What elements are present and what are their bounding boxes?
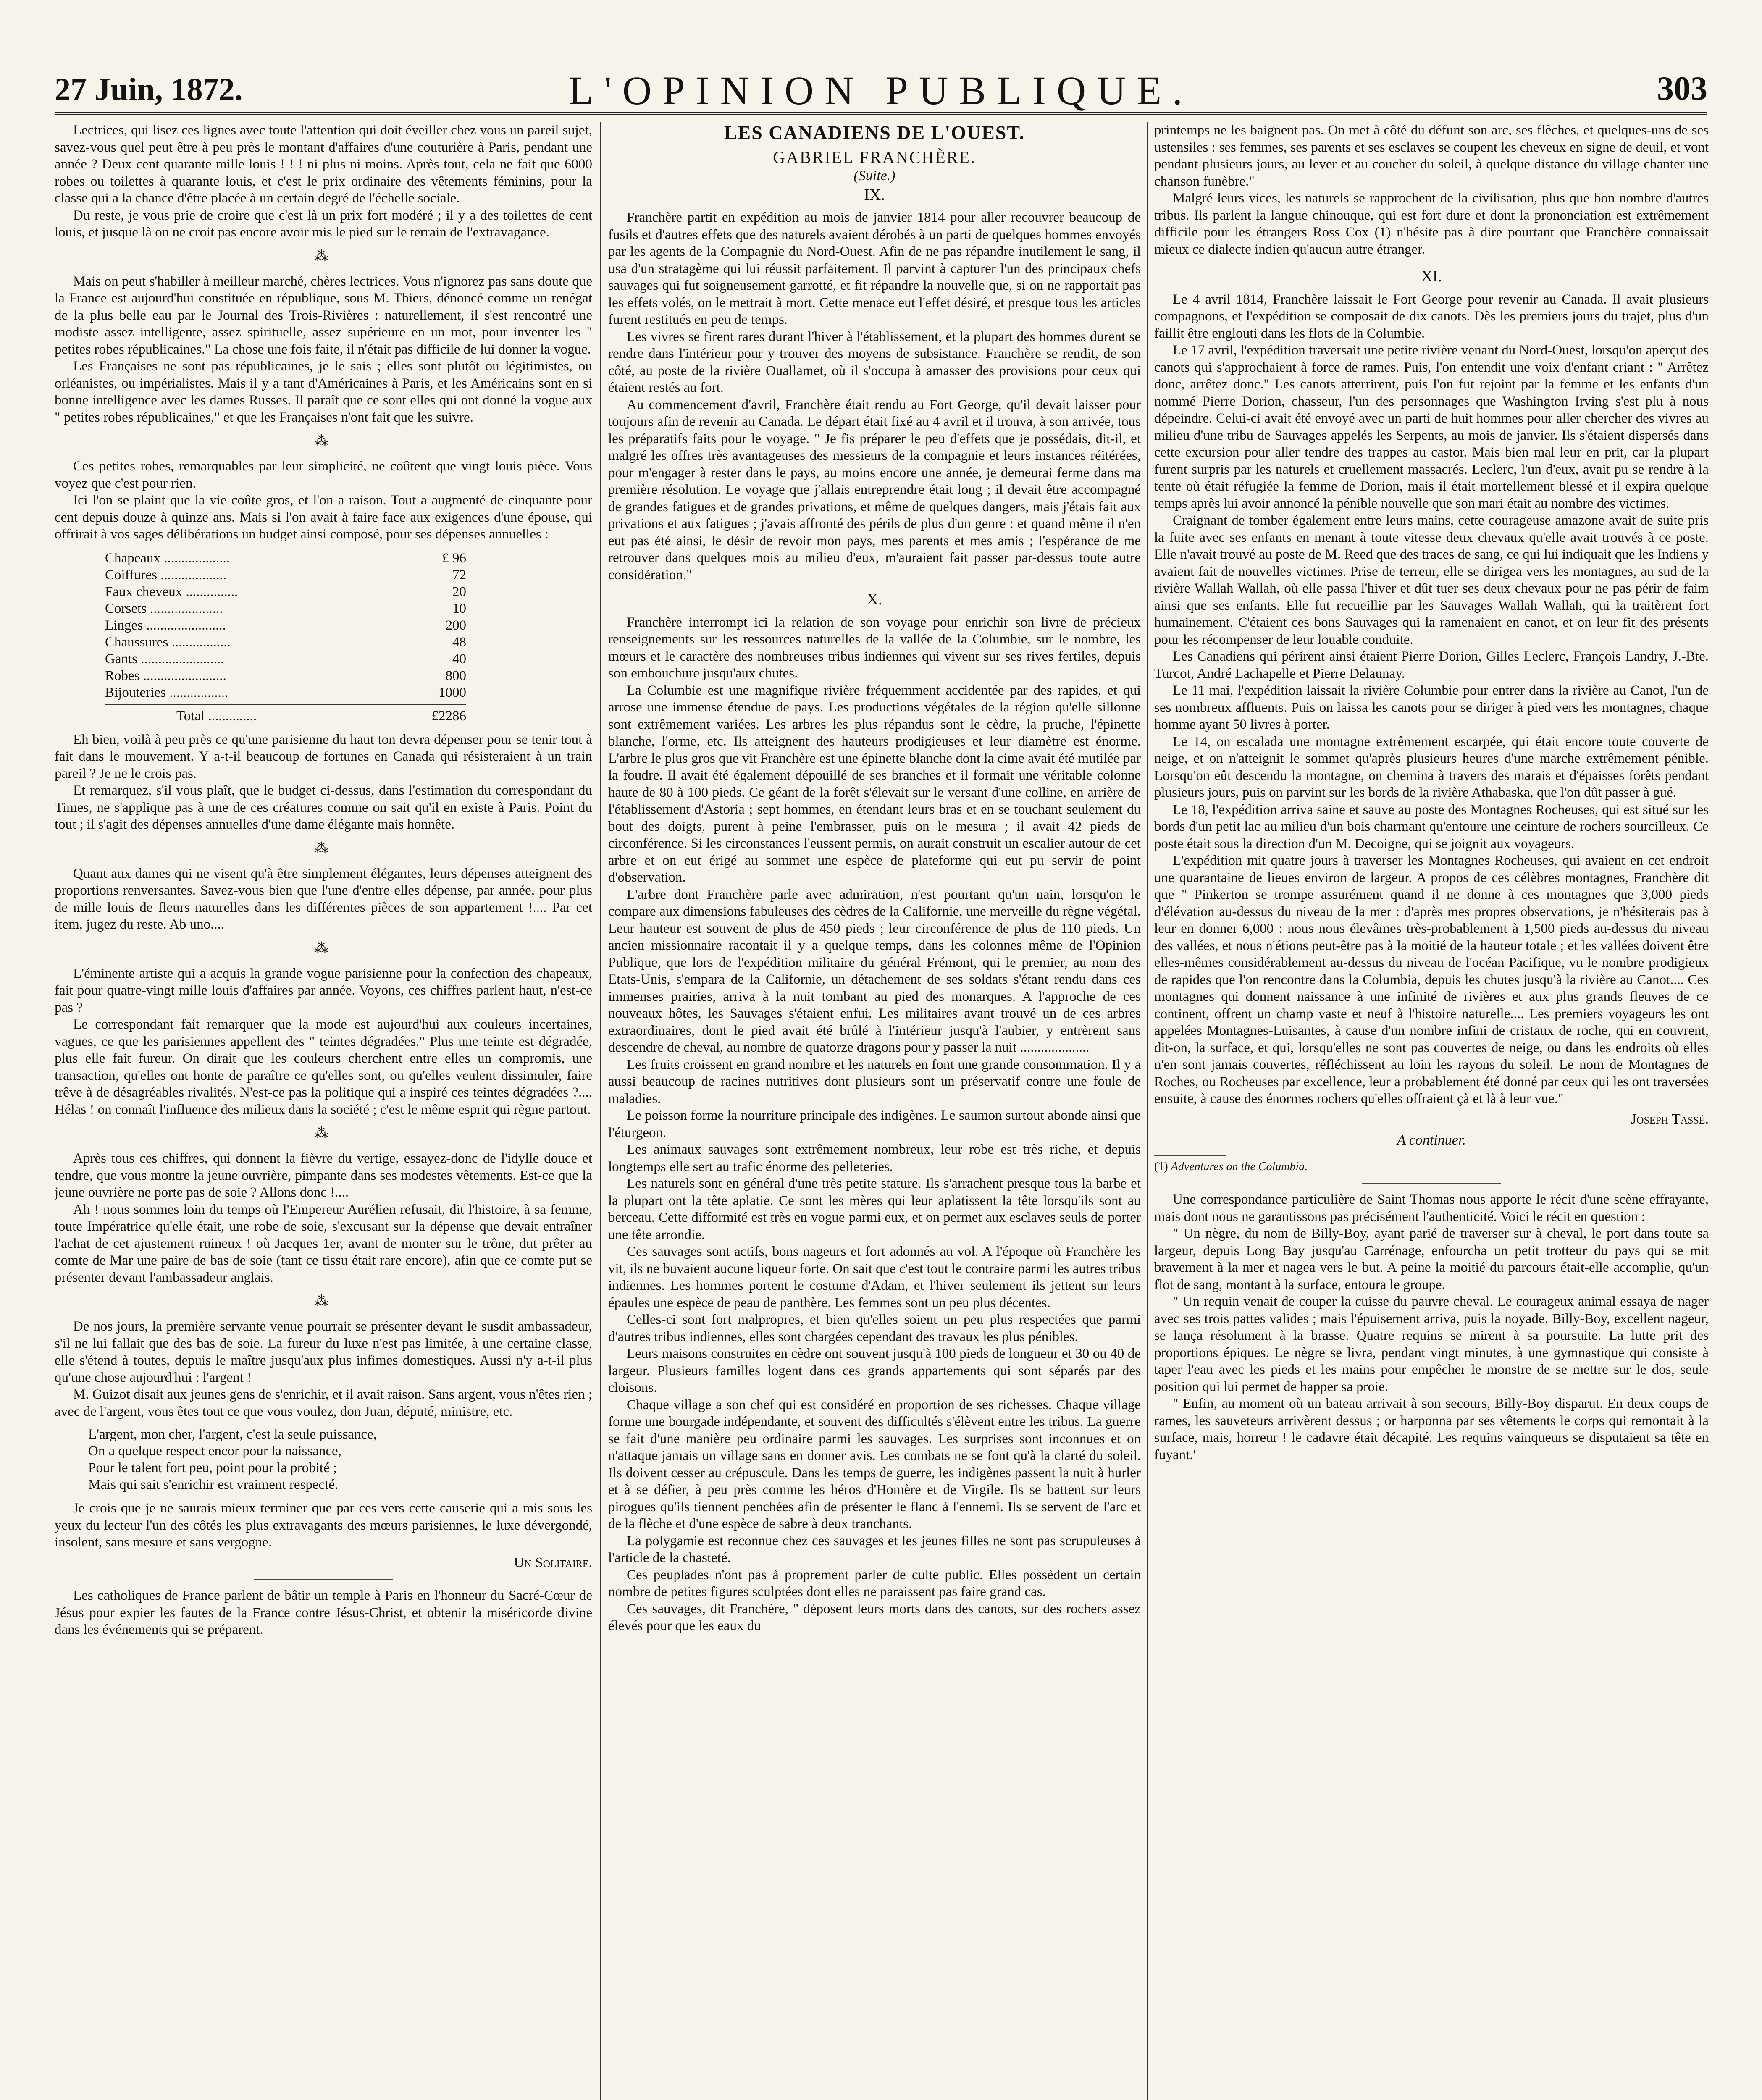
section-heading: X.: [867, 591, 882, 608]
budget-item: Chapeaux: [105, 550, 160, 566]
masthead-rule: [55, 112, 1707, 117]
budget-item: Linges: [105, 617, 143, 633]
budget-row: Chaussures ................. 48: [105, 634, 466, 650]
budget-row: Gants ........................ 40: [105, 651, 466, 667]
paragraph: Ces peuplades n'ont pas à proprement parler de culte public. Elles possèdent un certain nombre de petites figures sculptées dont elles ne paraissent pas faire grand cas.: [608, 1567, 1141, 1599]
article-subtitle: GABRIEL FRANCHÈRE.: [773, 147, 976, 167]
budget-row: Linges ....................... 200: [105, 617, 466, 633]
paragraph: Les naturels sont en général d'une très petite stature. Ils s'arrachent presque tous la barbe et la plupart ont la tête aplatie. Ce sont les mères qui leur aplatissent la tête lorsqu'ils sont au berceau. Cette difformité est très en vogue parmi eux, et on permet aux esclaves seuls de porter une tête arrondie.: [608, 1176, 1141, 1242]
footnote-number: (1): [1154, 1160, 1168, 1173]
paragraph: " Enfin, au moment où un bateau arrivait à son secours, Billy-Boy disparut. En deux coups de rames, les sauveteurs arrivèrent dessus ; or harponna par ses vêtements le corps qui remontait à la surface, mais, horreur ! le cadavre était décapité. Les requins vainqueurs se disputaient sa tête en fuyant.': [1154, 1396, 1709, 1462]
budget-row: Faux cheveux ............... 20: [105, 584, 466, 599]
paragraph: printemps ne les baignent pas. On met à côté du défunt son arc, ses flèches, et quelques-uns de ses ustensiles : ses femmes, ses parents et ses esclaves se coupent les cheveux en signe de deuil, et vont pendant plusieurs jours, au lever et au coucher du soleil, à quelque distance du village chanter une chanson funèbre.": [1154, 123, 1709, 189]
paragraph: Le 4 avril 1814, Franchère laissait le Fort George pour revenir au Canada. Il avait plusieurs compagnons, et l'expédition se composait de dix canots. Dès les premiers jours du trajet, plus d'un faillit être englouti dans les flots de la Columbie.: [1154, 291, 1709, 341]
paragraph: Eh bien, voilà à peu près ce qu'une parisienne du haut ton devra dépenser pour se tenir tout à fait dans le mouvement. Y a-t-il beaucoup de fortunes en Canada qui résisteraient à un train pareil ? Je ne le crois pas.: [55, 732, 592, 781]
budget-value: 200: [445, 617, 466, 633]
budget-row: Robes ........................ 800: [105, 668, 466, 683]
paragraph: L'expédition mit quatre jours à traverser les Montagnes Rocheuses, qui avaient en cet endroit une quarantaine de lieues environ de largeur. A propos de ces célèbres montagnes, Franchère dit que " Pinkerton se trompe assurément quand il ne donne à ces montagnes que 3,000 pieds d'élévation au-dessus du niveau de la mer : d'après mes propres observations, je n'hésiterais pas à leur en donner 6,000 : nous nous élevâmes très-probablement à 1,500 pieds au-dessus du niveau des vallées, et nous n'étions peut-être pas à la moitié de la hauteur totale ; et les vallées doivent être elles-mêmes considérablement au-dessus du niveau de l'océan Pacifique, vu le nombre prodigieux de rapides que l'on rencontre dans la Columbia, depuis les chutes jusqu'à la rivière au Canot.... Ces montagnes qui donnent naissance à une infinité de rivières et aux plus grands fleuves de ce continent, offrent un champ vaste et neuf à l'histoire naturelle.... Les premiers voyageurs les ont appelées Montagnes-Luisantes, à cause d'un nombre infini de cristaux de roche, qui en couvrent, dit-on, la surface, et qui, lorsqu'elles ne sont pas couvertes de neige, ou dans les endroits où elles n'en sont jamais couvertes, réfléchissent au loin les rayons du soleil. Le nom de Montagnes de Roches, ou Rocheuses par excellence, leur a probablement été donné par ceux qui les ont traversées ensuite, à cause des énormes rochers qu'elles offraient çà et là à leur vue.": [1154, 853, 1709, 1106]
paragraph: Craignant de tomber également entre leurs mains, cette courageuse amazone avait de suite pris la fuite avec ses enfants en menant à toute vitesse deux chevaux qu'elle avait trouvés à ce poste. Elle n'avait trouvé au poste de M. Reed que des traces de sang, ce qui lui indiquait que les Indiens y avaient fait de nouvelles victimes. Prise de terreur, elle se dirigea vers les montagnes, au sud de la rivière Wallah Wallah, où elle passa l'hiver et dût tuer ses deux chevaux pour ne pas périr de faim ainsi que ses enfants. Elle fut recueillie par les Sauvages Wallah Wallah, qui la traitèrent fort humainement. C'étaient ces bons Sauvages qui la ramenaient en canot, et on leur fit des présents pour les récompenser de leur louable conduite.: [1154, 513, 1709, 647]
paragraph: Franchère interrompt ici la relation de son voyage pour enrichir son livre de précieux renseignements sur les ressources naturelles de la vallée de la Columbie, sur le nombre, les mœurs et le caractère des nombreuses tribus indiennes qui vivent sur ses rives fertiles, depuis son embouchure jusqu'aux chutes.: [608, 614, 1141, 681]
paragraph: Les catholiques de France parlent de bâtir un temple à Paris en l'honneur du Sacré-Cœur de Jésus pour expier les fautes de la France contre Jésus-Christ, et obtenir la miséricorde divine dans les événements qui se préparent.: [55, 1588, 592, 1637]
budget-total-value: £2286: [431, 708, 466, 724]
asterism-divider: ⁂: [314, 1294, 333, 1309]
budget-item: Chaussures: [105, 634, 168, 650]
verse-line: On a quelque respect encor pour la naissance,: [88, 1444, 341, 1459]
paragraph: Ces petites robes, remarquables par leur simplicité, ne coûtent que vingt louis pièce. Vous voyez que c'est pour rien.: [55, 459, 592, 491]
budget-item: Bijouteries: [105, 685, 166, 700]
budget-value: 800: [445, 668, 466, 683]
section-rule: [254, 1579, 393, 1580]
verse-line: L'argent, mon cher, l'argent, c'est la seule puissance,: [88, 1427, 377, 1442]
budget-value: 20: [452, 584, 466, 599]
author-signature: Un Solitaire.: [514, 1554, 592, 1570]
paragraph: " Un requin venait de couper la cuisse du pauvre cheval. Le courageux animal essaya de nager avec ses trois pattes valides ; mais l'épuisement arriva, puis la noyade. Billy-Boy, excellent nageur, se lança résolument à la brasse. Quatre requins se mirent à sa poursuite. La lutte prit des proportions épiques. Le nègre se livra, pendant vingt minutes, à une gymnastique qui consiste à taper l'eau avec les pieds et les mains pour empêcher le monstre de se mettre sur le dos, seule position qui lui permet de happer sa proie.: [1154, 1294, 1709, 1394]
paragraph: Les fruits croissent en grand nombre et les naturels en font une grande consommation. Il y a aussi beaucoup de racines nutritives dont plusieurs sont un préservatif contre une foule de maladies.: [608, 1057, 1141, 1106]
paragraph: Le 14, on escalada une montagne extrêmement escarpée, qui était encore toute couverte de neige, et on n'atteignit le sommet qu'après plusieurs heures d'une marche extrêmement pénible. Lorsqu'on eût descendu la montagne, on chemina à travers des marais et d'épaisses forêts pendant plusieurs jours, puis on parvint sur les bords de la rivière Athabaska, que l'on dût passer à gué.: [1154, 734, 1709, 800]
asterism-divider: ⁂: [314, 433, 333, 449]
budget-total-label: Total: [176, 708, 205, 724]
paragraph: Ces sauvages, dit Franchère, " déposent leurs morts dans des canots, sur des rochers assez élevés pour que les eaux du: [608, 1601, 1141, 1633]
budget-row: Coiffures ................... 72: [105, 567, 466, 583]
paragraph: L'éminente artiste qui a acquis la grande vogue parisienne pour la confection des chapeaux, fait pour quatre-vingt mille louis d'affaires par année. Voyons, ces chiffres parlent haut, n'est-ce pas ?: [55, 966, 592, 1015]
budget-item: Gants: [105, 651, 137, 667]
paragraph: Après tous ces chiffres, qui donnent la fièvre du vertige, essayez-donc de l'idylle douce et tendre, que vous montre la jeune ouvrière, pimpante dans ses modestes vêtements. Est-ce que la jeune ouvrière ne porte pas de soie ? Allons donc !....: [55, 1151, 592, 1200]
paragraph: " Un nègre, du nom de Billy-Boy, ayant parié de traverser sur à cheval, le port dans toute sa largeur, depuis Long Bay jusqu'au Carrénage, enfourcha un petit trotteur du pays qui se mit bravement à la mer et nagea vers le but. A peine la moitié du parcours était-elle accomplie, qu'un flot de sang, montant à la surface, entoura le groupe.: [1154, 1226, 1709, 1292]
budget-row: Bijouteries ................. 1000: [105, 685, 466, 700]
page-number: 303: [1657, 70, 1707, 107]
budget-item: Corsets: [105, 601, 147, 616]
paragraph: Le 18, l'expédition arriva saine et sauve au poste des Montagnes Rocheuses, qui est situé sur les bords d'un petit lac au milieu d'un bois charmant qu'entoure une ceinture de rochers sourcilleux. Ce poste était sous la direction d'un M. Decoigne, qui se joignit aux voyageurs.: [1154, 802, 1709, 851]
paragraph: Les Françaises ne sont pas républicaines, je le sais ; elles sont plutôt ou légitimistes, ou orléanistes, ou impérialistes. Mais il y a tant d'Américaines à Paris, et les Américains sont en si bonne intelligence avec les dames Russes. Il paraît que ce sont elles qui ont donné la vogue aux " petites robes républicaines," et que les Françaises n'ont fait que les suivre.: [55, 359, 592, 425]
column-canadiens-ouest: [608, 122, 1141, 2100]
budget-value: 40: [452, 651, 466, 667]
verse-line: Pour le talent fort peu, point pour la probité ;: [88, 1460, 337, 1475]
paragraph: Du reste, je vous prie de croire que c'est là un prix fort modéré ; il y a des toilettes de cent louis, et jusque là on ne croit pas encore avoir mis le pied sur le terrain de l'extravagance.: [55, 207, 592, 240]
paragraph: Le correspondant fait remarquer que la mode est aujourd'hui aux couleurs incertaines, vagues, ce que les parisiennes appellent des " teintes dégradées." Plus une teinte est dégradée, plus elle fait fureur. On dirait que les couleurs cherchent entre elles un compromis, une transaction, qu'elles ont honte de paraître ce qu'elles sont, ou qu'elles veulent dissimuler, faire trêve à de désagréables rivalités. N'est-ce pas la politique qui a inspiré ces teintes dégradées ?.... Hélas ! on connaît l'influence des milieux dans la société ; c'est le même esprit qui règne partout.: [55, 1017, 592, 1117]
author-signature: Joseph Tassé.: [1631, 1111, 1709, 1127]
budget-value: 1000: [439, 685, 466, 700]
paragraph: Le 11 mai, l'expédition laissait la rivière Columbie pour entrer dans la rivière au Canot, l'un de ses nombreux affluents. Puis on laissa les canots pour se diriger à pied vers les montagnes, chaque homme ayant 50 livres à porter.: [1154, 683, 1709, 732]
masthead-title: L'OPINION PUBLIQUE.: [568, 68, 1194, 113]
budget-value: 96: [452, 550, 466, 566]
asterism-divider: ⁂: [314, 840, 333, 856]
paragraph: Et remarquez, s'il vous plaît, que le budget ci-dessus, dans l'estimation du correspondant du Times, ne s'applique pas à une de ces créatures comme on sait qu'il en existe à Paris. Point du tout ; il s'agit des dépenses annuelles d'une dame élégante mais honnête.: [55, 783, 592, 832]
paragraph: La polygamie est reconnue chez ces sauvages et les jeunes filles ne sont pas scrupuleuses à l'article de la chasteté.: [608, 1533, 1141, 1565]
paragraph: Celles-ci sont fort malpropres, et bien qu'elles soient un peu plus respectées que parmi d'autres tribus indiennes, elles sont chargées cependant des travaux les plus pénibles.: [608, 1312, 1141, 1344]
budget-value: 72: [452, 567, 466, 583]
paragraph: La Columbie est une magnifique rivière fréquemment accidentée par des rapides, et qui arrose une immense étendue de pays. Les productions végétales de la région qu'elle sillonne sont extrêmement variées. Les arbres les plus répandus sont le cèdre, la pruche, l'épinette blanche, l'orme, etc. Ils atteignent des hauteurs prodigieuses et leur diamètre est énorme. L'arbre le plus gros que vit Franchère est une épinette blanche dont la cime avait été mutilée par la foudre. Il avait été également dépouillé de ses branches et il formait une véritable colonne haute de 80 à 100 pieds. Ce géant de la forêt s'élevait sur le versant d'une colline, en arrière de l'établissement d'Astoria ; sept hommes, en étendant leurs bras et en se touchant seulement du bout des doigts, purent à peine l'embrasser, puis on le mesura ; il avait 42 pieds de circonférence. Si les circonstances l'eussent permis, on aurait construit un escalier autour de cet arbre et on eut érigé au sommet une espèce de plateforme qui eut pu servir de point d'observation.: [608, 682, 1141, 885]
article-suite-note: (Suite.): [853, 168, 895, 184]
paragraph: Chaque village a son chef qui est considéré en proportion de ses richesses. Chaque village forme une bourgade indépendante, et souvent des difficultés s'élèvent entre les tribus. La guerre se fait d'une manière peu ordinaire parmi les sauvages. Les surprises sont inconnues et on n'attaque jamais un village sans en donner avis. Les combats ne se font qu'à la clarté du soleil. Ils doivent cesser au crépuscule. Dans les temps de guerre, les indigènes passent la nuit à hurler et à se défier, à peu près comme les héros d'Homère et de Virgile. Ils se battent sur leurs pirogues qu'ils tiennent penchées afin de présenter le flanc à l'ennemi. Ils se servent de l'arc et de la flèche et d'une espèce de sabre à deux tranchants.: [608, 1397, 1141, 1531]
section-rule: [1362, 1183, 1501, 1184]
budget-value: 10: [452, 601, 466, 616]
to-be-continued: A continuer.: [1397, 1132, 1466, 1148]
paragraph: Le poisson forme la nourriture principale des indigènes. Le saumon surtout abonde ainsi que l'éturgeon.: [608, 1108, 1141, 1140]
budget-item: Coiffures: [105, 567, 158, 583]
column-chronique: [55, 122, 592, 2100]
footnote: [1154, 1158, 1709, 1176]
footnote-rule: [1154, 1155, 1226, 1156]
paragraph: Lectrices, qui lisez ces lignes avec toute l'attention qui doit éveiller chez vous un pareil sujet, savez-vous quel peut être à peu près le montant d'affaires d'une couturière à Paris, pendant une année ? Deux cent quarante mille louis ! ! ! ni plus ni moins. Après tout, cela ne fait que 6000 robes ou toilettes à quarante louis, et c'est le prix ordinaire des vêtements féminins, pour la classe qui a la chance d'être placée à un certain degré de l'échelle sociale.: [55, 123, 592, 206]
budget-item: Robes: [105, 668, 140, 683]
budget-total-row: Total .............. £2286: [105, 704, 466, 724]
paragraph: Leurs maisons construites en cèdre ont souvent jusqu'à 100 pieds de longueur et 30 ou 40 de largeur. Plusieurs familles logent dans ces grands appartements qui sont séparés par des cloisons.: [608, 1346, 1141, 1395]
paragraph: De nos jours, la première servante venue pourrait se présenter devant le susdit ambassadeur, s'il ne lui fallait que des bas de soie. La fureur du luxe n'est pas limitée, à une certaine classe, elle s'étend à toutes, depuis le maître jusqu'aux plus infimes domestiques. Aussi n'y a-t-il plus qu'une chose aujourd'hui : l'argent !: [55, 1319, 592, 1385]
paragraph: Je crois que je ne saurais mieux terminer que par ces vers cette causerie qui a mis sous les yeux du lecteur l'un des côtés les plus extravagants des mœurs parisiennes, le luxe dévergondé, insolent, sans mesure et sans vergogne.: [55, 1501, 592, 1550]
paragraph: Franchère partit en expédition au mois de janvier 1814 pour aller recouvrer beaucoup de fusils et d'autres effets que des naturels avaient dérobés à un parti de quelques hommes envoyés par les agents de la Compagnie du Nord-Ouest. Afin de ne pas répandre inutilement le sang, il usa d'un stratagème qui lui réussit parfaitement. Il parvint à capturer l'un des principaux chefs sauvages qui fut soigneusement garrotté, et fit répandre la nouvelle que, si on ne rapportait pas les effets volés, on le mettrait à mort. Cette menace eut l'effet désiré, et presque tous les articles furent restitués en peu de temps.: [608, 210, 1141, 327]
budget-table: [105, 550, 466, 724]
paragraph: Les vivres se firent rares durant l'hiver à l'établissement, et la plupart des hommes durent se rendre dans l'intérieur pour y trouver des moyens de subsistance. Franchère se rendit, de son côté, au poste de la rivière Ouallamet, où il s'occupa à amasser des provisions pour ceux qui étaient restés au fort.: [608, 329, 1141, 395]
masthead-date: 27 Juin, 1872.: [55, 72, 243, 107]
column-divider: [600, 122, 601, 2100]
paragraph: Ah ! nous sommes loin du temps où l'Empereur Aurélien refusait, dit l'histoire, à sa femme, toute Impératrice qu'elle était, une robe de soie, s'excusant sur la dépense que devait entraîner l'achat de cet ajustement ruineux ! où Jacques 1er, avant de monter sur le trône, dut prêter au comte de Mar une paire de bas de soie (tant ce tissu était rare encore), afin que ce comte put se présenter devant l'ambassadeur anglais.: [55, 1202, 592, 1285]
paragraph: Les Canadiens qui périrent ainsi étaient Pierre Dorion, Gilles Leclerc, François Landry, J.-Bte. Turcot, André Lachapelle et Pierre Delaunay.: [1154, 649, 1709, 681]
asterism-divider: ⁂: [314, 940, 333, 956]
asterism-divider: ⁂: [314, 248, 333, 264]
column-continuation: [1154, 122, 1709, 2100]
section-heading: IX.: [864, 186, 885, 204]
verse-line: Mais qui sait s'enrichir est vraiment respecté.: [88, 1477, 339, 1492]
paragraph: Mais on peut s'habiller à meilleur marché, chères lectrices. Vous n'ignorez pas sans doute que la France est aujourd'hui constituée en république, sous M. Thiers, dénoncé comme un renégat de la plus belle eau par le Journal des Trois-Rivières : naturellement, il s'est rencontré une modiste assez intelligente, assez spirituelle, assez supérieure en un mot, pour inventer les " petites robes républicaines." La chose une fois faite, il n'était pas difficile de lui donner la vogue.: [55, 273, 592, 357]
asterism-divider: ⁂: [314, 1126, 333, 1141]
paragraph: Quant aux dames qui ne visent qu'à être simplement élégantes, leurs dépenses atteignent des proportions renversantes. Savez-vous bien que l'une d'entre elles dépense, par année, pour plus de mille louis de fleurs naturelles dans les différentes pièces de son appartement !.... Par cet item, jugez du reste. Ab uno....: [55, 866, 592, 932]
paragraph: Ici l'on se plaint que la vie coûte gros, et l'on a raison. Tout a augmenté de cinquante pour cent depuis douze à quinze ans. Mais si l'on avait à faire face aux exigences d'une épouse, qui offrirait à vos sages délibérations un budget ainsi composé, pour ses dépenses annuelles :: [55, 493, 592, 542]
paragraph: L'arbre dont Franchère parle avec admiration, n'est pourtant qu'un nain, lorsqu'on le compare aux dimensions fabuleuses des cèdres de la Californie, une merveille du règne végétal. Leur hauteur est souvent de plus de 450 pieds ; leur circonférence de plus de 110 pieds. Un ancien missionnaire racontait il y a quelque temps, dans les colonnes même de l'Opinion Publique, que lors de l'expédition militaire du général Frémont, qui le premier, au nom des Etats-Unis, s'empara de la Californie, un détachement de ses soldats s'étant rendu dans ces immenses prairies, arriva à la nuit tombant au pied des monarques. A l'approche de ces nouveaux hôtes, les Sauvages s'étaient enfui. Les militaires avant trouvé un de ces arbres extraordinaires, dont le pied avait été brûlé à l'intérieur jusqu'à l'aubier, y entrèrent sans descendre de cheval, au nombre de quatorze dragons pour y passer la nuit ....................: [608, 887, 1141, 1055]
paragraph: Les animaux sauvages sont extrêmement nombreux, leur robe est très riche, et depuis longtemps elle sert au trafic énorme des pelleteries.: [608, 1142, 1141, 1174]
article-title: LES CANADIENS DE L'OUEST.: [724, 122, 1025, 143]
paragraph: Le 17 avril, l'expédition traversait une petite rivière venant du Nord-Ouest, lorsqu'on aperçut des canots qui s'approchaient à force de rames. Puis, l'on entendit une voix d'enfant criant : " Arrêtez donc, arrêtez donc." Les canots atterrirent, puis l'on fut rejoint par la femme et les enfants d'un nommé Pierre Dorion, chasseur, l'un des personnages que Washington Irving s'est plu à nous dépeindre. Celui-ci avait été envoyé avec un parti de huit hommes pour aller chercher des vivres au milieu d'une tribu de Sauvages appelés les Serpents, au mois de janvier. Ils s'étaient dispersés dans cette excursion pour aller tendre des trappes au castor. Mais bien mal leur en prit, car la plupart furent surpris par les naturels et cruellement massacrés. Leclerc, l'un d'eux, avait pu se rendre à la tente où était réfugiée la femme de Dorion, mais il était mortellement blessé et il expira quelque temps après lui avoir annoncé la pénible nouvelle que son mari était au nombre des victimes.: [1154, 343, 1709, 511]
budget-row: Chapeaux ................... £ 96: [105, 550, 466, 566]
budget-currency: £: [442, 550, 449, 566]
budget-value: 48: [452, 634, 466, 650]
footnote-text: Adventures on the Columbia.: [1171, 1160, 1308, 1173]
column-divider: [1147, 122, 1148, 2100]
paragraph: Ces sauvages sont actifs, bons nageurs et fort adonnés au vol. A l'époque où Franchère les vit, ils ne buvaient aucune liqueur forte. On sait que c'est tout le contraire parmi les autres tribus indiennes. Les hommes portent le costume d'Adam, et l'hiver seulement ils jettent sur leurs épaules une espèce de peau de panthère. Les femmes sont un peu plus décentes.: [608, 1244, 1141, 1310]
paragraph: M. Guizot disait aux jeunes gens de s'enrichir, et il avait raison. Sans argent, vous n'êtes rien ; avec de l'argent, vous êtes tout ce que vous voulez, don Juan, député, ministre, etc.: [55, 1387, 592, 1419]
section-heading: XI.: [1421, 268, 1442, 285]
budget-row: Corsets ..................... 10: [105, 601, 466, 616]
masthead: [55, 63, 1707, 113]
paragraph: Malgré leurs vices, les naturels se rapprochent de la civilisation, plus que bon nombre d'autres tribus. Ils parlent la langue chinouque, qui est fort dure et dont la prononciation est extrêmement difficile pour les étrangers Ross Cox (1) n'hésite pas à dire pourtant que Franchère connaissait mieux ce dialecte indien qu'aucun autre étranger.: [1154, 191, 1709, 257]
verse-quote: [88, 1426, 592, 1493]
paragraph: Une correspondance particulière de Saint Thomas nous apporte le récit d'une scène effrayante, mais dont nous ne garantissons pas précisément l'authenticité. Voici le récit en question :: [1154, 1192, 1709, 1224]
paragraph: Au commencement d'avril, Franchère était rendu au Fort George, qu'il devait laisser pour toujours afin de revenir au Canada. Le départ était fixé au 4 avril et il trouva, à son arrivée, tous les préparatifs faits pour le voyage. " Je fis préparer le peu d'effets que je possédais, dit-il, et malgré les offres très avantageuses des messieurs de la compagnie et leurs instances réitérées, pour m'engager à rester dans le pays, au moins encore une année, je demeurai ferme dans ma première résolution. Le voyage que j'allais entreprendre était long ; il devait être accompagné de grandes fatigues et de grandes privations, et même de quelques dangers, mais j'étais fait aux privations et aux fatigues ; j'avais affronté des périls de plus d'un genre : et quand même il n'en eut pas été ainsi, le désir de revoir mon pays, mes parents et mes amis ; l'espérance de me retrouver dans quelques mois au milieu d'eux, m'auraient fait passer par-dessus toute autre considération.": [608, 397, 1141, 583]
budget-item: Faux cheveux: [105, 584, 183, 599]
